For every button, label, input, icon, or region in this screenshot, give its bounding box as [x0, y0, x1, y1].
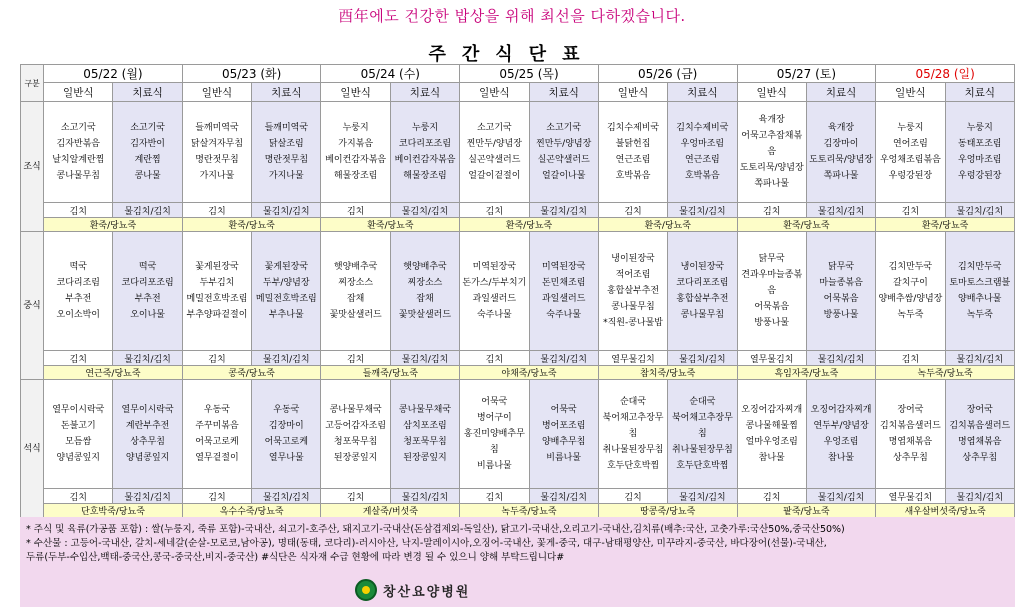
side-header: 구분: [21, 65, 44, 102]
lunch-therapy-menu: 닭무국 마늘종볶음 어묵볶음 방풍나물: [806, 232, 875, 351]
lunch-therapy-kimchi: 물김치/김치: [390, 351, 459, 366]
breakfast-therapy-kimchi: 물김치/김치: [945, 203, 1014, 218]
breakfast-therapy-menu: 김치수제비국 우엉마조림 연근조림 호박볶음: [668, 102, 737, 203]
general-diet-header: 일반식: [876, 83, 945, 102]
lunch-kimchi: 김치: [460, 351, 529, 366]
lunch-therapy-menu: 떡국 코다리포조림 부추전 오이나물: [113, 232, 182, 351]
breakfast-kimchi: 김치: [321, 203, 390, 218]
lunch-general-menu: 햇양배추국 찌장소스 잡채 꽃맛살샐러드: [321, 232, 390, 351]
hospital-name: 창산요양병원: [383, 584, 471, 600]
lunch-therapy-kimchi: 물김치/김치: [668, 351, 737, 366]
breakfast-porridge: 환죽/당뇨죽: [460, 218, 599, 232]
breakfast-porridge: 환죽/당뇨죽: [876, 218, 1015, 232]
origin-line-meat: * 주식 및 육류(가공품 포함) : 쌀(누룽지, 죽류 포함)-국내산, 쇠고기-호주산, 돼지고기-국내산(돈삼겹제외-독일산), 닭고기-국내산,오리고기-국내산,김치류(배추:국산, 고춧가루:국산50%,중국산50%): [26, 524, 845, 535]
lunch-kimchi: 열무물김치: [598, 351, 667, 366]
dinner-therapy-kimchi: 물김치/김치: [668, 489, 737, 504]
breakfast-therapy-menu: 누룽지 동태포조림 우엉마조림 우렁강된장: [945, 102, 1014, 203]
breakfast-therapy-kimchi: 물김치/김치: [390, 203, 459, 218]
lunch-porridge: 야채죽/당뇨죽: [460, 366, 599, 380]
dinner-therapy-menu: 장어국 김치볶음샐러드 명엽채볶음 상추무침: [945, 380, 1014, 489]
page-title: 주간식단표: [428, 44, 596, 65]
breakfast-general-menu: 소고기국 김자반볶음 날치알계란찜 콩나물무침: [44, 102, 113, 203]
lunch-kimchi: 김치: [182, 351, 251, 366]
breakfast-kimchi: 김치: [44, 203, 113, 218]
therapy-diet-header: 치료식: [529, 83, 598, 102]
lunch-therapy-kimchi: 물김치/김치: [113, 351, 182, 366]
breakfast-kimchi: 김치: [598, 203, 667, 218]
dinner-kimchi: 김치: [44, 489, 113, 504]
day-header: 05/26 (금): [598, 65, 737, 83]
dinner-kimchi: 김치: [737, 489, 806, 504]
dinner-therapy-menu: 콩나물무채국 삼치포조림 청포묵무침 된장콩잎지: [390, 380, 459, 489]
lunch-general-menu: 떡국 코다리조림 부추전 오이소박이: [44, 232, 113, 351]
dinner-general-menu: 장어국 김치볶음샐러드 명엽채볶음 상추무침: [876, 380, 945, 489]
breakfast-kimchi: 김치: [182, 203, 251, 218]
dinner-porridge: 옥수수죽/당뇨죽: [182, 504, 321, 518]
dinner-general-menu: 열무이시락국 돈불고기 모듬쌈 양념콩잎지: [44, 380, 113, 489]
lunch-therapy-menu: 꽃게된장국 두부/양념장 메밀전호박조림 부추나물: [252, 232, 321, 351]
breakfast-therapy-kimchi: 물김치/김치: [113, 203, 182, 218]
general-diet-header: 일반식: [460, 83, 529, 102]
dinner-kimchi: 김치: [321, 489, 390, 504]
dinner-general-menu: 콩나물무채국 고등어감자조림 청포묵무침 된장콩잎지: [321, 380, 390, 489]
lunch-porridge: 콩죽/당뇨죽: [182, 366, 321, 380]
dinner-therapy-menu: 오징어감자찌개 연두부/양념장 우엉조림 참나물: [806, 380, 875, 489]
origin-line-seafood: * 수산물 : 고등어-국내산, 갈치-세네갈(순살-모로코,남아공), 명태(동태, 코다리)-러시아산, 낙지-말레이시아,오징어-국내산, 꽃게-중국, 대구-남태평양산, 미꾸라지-중국산, 바다장어(선물)-국내산,: [26, 538, 827, 549]
lunch-general-menu: 꽃게된장국 두부김치 메밀전호박조림 부추양파겉절이: [182, 232, 251, 351]
general-diet-header: 일반식: [182, 83, 251, 102]
day-header: 05/22 (월): [44, 65, 183, 83]
dinner-porridge: 단호박죽/당뇨죽: [44, 504, 183, 518]
dinner-kimchi: 김치: [460, 489, 529, 504]
lunch-therapy-kimchi: 물김치/김치: [806, 351, 875, 366]
hospital-emblem-icon: [355, 579, 377, 601]
lunch-kimchi: 김치: [876, 351, 945, 366]
general-diet-header: 일반식: [321, 83, 390, 102]
dinner-therapy-kimchi: 물김치/김치: [113, 489, 182, 504]
dinner-therapy-kimchi: 물김치/김치: [945, 489, 1014, 504]
day-header: 05/25 (목): [460, 65, 599, 83]
dinner-therapy-kimchi: 물김치/김치: [529, 489, 598, 504]
hospital-logo: [355, 578, 490, 602]
lunch-label-text: 중식: [23, 300, 41, 311]
dinner-porridge: 녹두죽/당뇨죽: [460, 504, 599, 518]
dinner-kimchi: 김치: [182, 489, 251, 504]
breakfast-label: [21, 102, 44, 232]
general-diet-header: 일반식: [737, 83, 806, 102]
dinner-kimchi: 김치: [598, 489, 667, 504]
breakfast-label-text: 조식: [23, 161, 41, 172]
weekly-menu-table: [20, 64, 1015, 518]
dinner-therapy-menu: 순대국 북어채고추장무침 취나물된장무침 호두단호박찜: [668, 380, 737, 489]
therapy-diet-header: 치료식: [390, 83, 459, 102]
dinner-general-menu: 순대국 북어채고추장무침 취나물된장무침 호두단호박찜: [598, 380, 667, 489]
dinner-kimchi: 열무물김치: [876, 489, 945, 504]
breakfast-porridge: 환죽/당뇨죽: [321, 218, 460, 232]
breakfast-general-menu: 누룽지 가지볶음 베이컨감자볶음 해물장조림: [321, 102, 390, 203]
dinner-general-menu: 우동국 주꾸미볶음 어묵고로케 열무겉절이: [182, 380, 251, 489]
dinner-general-menu: 오징어감자찌개 콩나물해물찜 얼마우엉조림 참나물: [737, 380, 806, 489]
dinner-porridge: 새우살버섯죽/당뇨죽: [876, 504, 1015, 518]
breakfast-therapy-menu: 육개장 김장마이 도토리묵/양념장 쪽파나물: [806, 102, 875, 203]
breakfast-porridge: 환죽/당뇨죽: [737, 218, 876, 232]
lunch-porridge: 연근죽/당뇨죽: [44, 366, 183, 380]
lunch-porridge: 흑임자죽/당뇨죽: [737, 366, 876, 380]
lunch-kimchi: 열무물김치: [737, 351, 806, 366]
lunch-kimchi: 김치: [44, 351, 113, 366]
lunch-kimchi: 김치: [321, 351, 390, 366]
therapy-diet-header: 치료식: [252, 83, 321, 102]
breakfast-general-menu: 육개장 어묵고추잡채볶음 도토리묵/양념장 쪽파나물: [737, 102, 806, 203]
dinner-label-text: 석식: [23, 443, 41, 454]
dinner-therapy-menu: 열무이시락국 계란부추전 상추무침 양념콩잎지: [113, 380, 182, 489]
breakfast-general-menu: 김치수제비국 불닭헌집 연근조림 호박볶음: [598, 102, 667, 203]
lunch-general-menu: 미역된장국 돈가스/두부치기 과일샐러드 숙주나물: [460, 232, 529, 351]
origin-line-beans: 두류(두부-수입산,백태-중국산,콩국-중국산,비지-중국산) #식단은 식자재 수급 현황에 따라 변경 될 수 있으니 양해 부탁드립니다#: [26, 552, 565, 563]
lunch-porridge: 녹두죽/당뇨죽: [876, 366, 1015, 380]
dinner-label: [21, 380, 44, 518]
day-header: 05/27 (토): [737, 65, 876, 83]
lunch-label: [21, 232, 44, 380]
breakfast-porridge: 환죽/당뇨죽: [598, 218, 737, 232]
therapy-diet-header: 치료식: [113, 83, 182, 102]
day-header: 05/23 (화): [182, 65, 321, 83]
lunch-therapy-kimchi: 물김치/김치: [945, 351, 1014, 366]
day-header: 05/24 (수): [321, 65, 460, 83]
origin-notice: [20, 517, 1015, 607]
lunch-therapy-menu: 김치만두국 토마토스크램블 양배추나물 녹두죽: [945, 232, 1014, 351]
breakfast-therapy-kimchi: 물김치/김치: [529, 203, 598, 218]
dinner-porridge: 땅콩죽/당뇨죽: [598, 504, 737, 518]
breakfast-porridge: 환죽/당뇨죽: [182, 218, 321, 232]
breakfast-therapy-menu: 소고기국 찐만두/양념장 실곤약샐러드 얼갈이나물: [529, 102, 598, 203]
breakfast-therapy-kimchi: 물김치/김치: [252, 203, 321, 218]
breakfast-kimchi: 김치: [876, 203, 945, 218]
lunch-porridge: 들깨죽/당뇨죽: [321, 366, 460, 380]
breakfast-general-menu: 들깨미역국 닭살겨자무침 명란젓무침 가지나물: [182, 102, 251, 203]
dinner-porridge: 팥죽/당뇨죽: [737, 504, 876, 518]
dinner-therapy-menu: 우동국 김장마이 어묵고로케 열무나물: [252, 380, 321, 489]
day-header: 05/28 (일): [876, 65, 1015, 83]
breakfast-therapy-menu: 들깨미역국 닭살조림 명란젓무침 가지나물: [252, 102, 321, 203]
general-diet-header: 일반식: [44, 83, 113, 102]
therapy-diet-header: 치료식: [806, 83, 875, 102]
lunch-general-menu: 닭무국 견과우마늘종볶음 어묵볶음 방풍나물: [737, 232, 806, 351]
lunch-therapy-kimchi: 물김치/김치: [252, 351, 321, 366]
breakfast-therapy-menu: 누룽지 코다리포조림 베이컨감자볶음 해물장조림: [390, 102, 459, 203]
dinner-therapy-kimchi: 물김치/김치: [390, 489, 459, 504]
lunch-general-menu: 냉이된장국 적어조림 홍합살부추전 콩나물무침 *직원-콩나물밥: [598, 232, 667, 351]
dinner-therapy-kimchi: 물김치/김치: [806, 489, 875, 504]
lunch-therapy-menu: 미역된장국 돈민채조림 과일샐러드 숙주나물: [529, 232, 598, 351]
lunch-therapy-menu: 냉이된장국 코다리포조림 홍합살부추전 콩나물무침: [668, 232, 737, 351]
therapy-diet-header: 치료식: [668, 83, 737, 102]
breakfast-kimchi: 김치: [737, 203, 806, 218]
lunch-therapy-kimchi: 물김치/김치: [529, 351, 598, 366]
lunch-porridge: 참치죽/당뇨죽: [598, 366, 737, 380]
breakfast-therapy-kimchi: 물김치/김치: [806, 203, 875, 218]
general-diet-header: 일반식: [598, 83, 667, 102]
dinner-general-menu: 어묵국 병어구이 홍진미양배추무침 비름나물: [460, 380, 529, 489]
breakfast-therapy-menu: 소고기국 김자반이 계란찜 콩나물: [113, 102, 182, 203]
breakfast-kimchi: 김치: [460, 203, 529, 218]
dinner-porridge: 게살죽/버섯죽: [321, 504, 460, 518]
slogan-banner: 酉年에도 건강한 밥상을 위해 최선을 다하겠습니다.: [338, 7, 686, 25]
dinner-therapy-kimchi: 물김치/김치: [252, 489, 321, 504]
lunch-general-menu: 김치만두국 갈치구이 양배추쌈/양념장 녹두죽: [876, 232, 945, 351]
breakfast-therapy-kimchi: 물김치/김치: [668, 203, 737, 218]
dinner-therapy-menu: 어묵국 병어포조림 양배추무침 비름나물: [529, 380, 598, 489]
breakfast-general-menu: 누룽지 연어조림 우엉채조림볶음 우렁강된장: [876, 102, 945, 203]
breakfast-porridge: 환죽/당뇨죽: [44, 218, 183, 232]
lunch-therapy-menu: 햇양배추국 찌장소스 잡채 꽃맛살샐러드: [390, 232, 459, 351]
therapy-diet-header: 치료식: [945, 83, 1014, 102]
breakfast-general-menu: 소고기국 찐만두/양념장 실곤약샐러드 얼갈이겉절이: [460, 102, 529, 203]
